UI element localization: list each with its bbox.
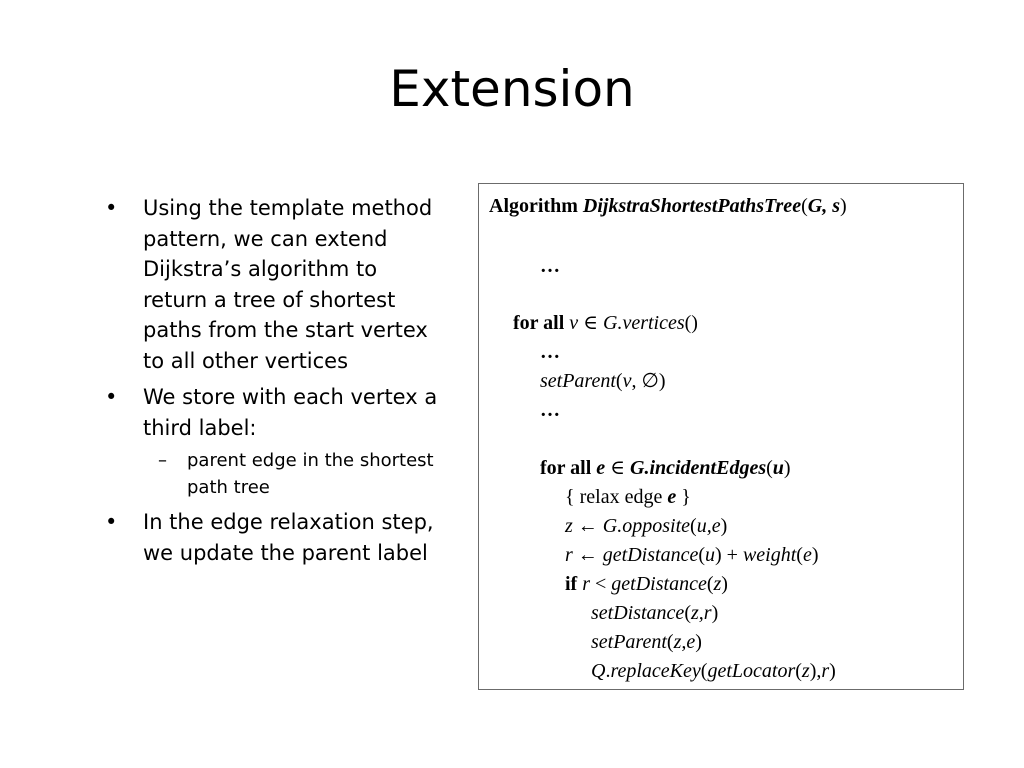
algo-token: G.incidentEdges [630,457,767,479]
algo-token: getLocator [707,660,796,682]
sub-bullet-marker: – [158,450,167,471]
algo-token: weight [742,544,797,566]
algo-comment [565,485,691,509]
algo-token: ) [839,195,847,217]
algo-header [489,194,847,218]
algo-token: ) [711,602,719,624]
algo-ellipsis: … [540,399,560,421]
algo-token: getDistance [602,544,699,566]
algo-token: u [772,457,784,479]
algo-token: ) [829,660,836,682]
algo-for-vertices [513,311,698,335]
bullet-item [102,193,442,376]
algo-token: u [705,544,715,566]
sub-bullet-text: parent edge in the shortest path tree [187,450,434,498]
algo-name: DijkstraShortestPathsTree [582,195,802,217]
algo-token: getDistance [611,573,707,595]
algo-ellipsis: … [540,341,560,363]
bullet-item [102,382,442,501]
algo-token: v [569,312,579,334]
algorithm-box [478,183,964,690]
algo-replace-key [591,659,836,683]
algo-token: ), [809,660,822,682]
algo-set-parent [591,630,702,654]
algo-token: . [605,660,611,682]
algo-token: Q [591,660,606,682]
algo-keyword: for all [540,457,597,479]
algo-token: v [622,370,632,392]
algo-if [565,572,728,596]
algo-token: r [565,544,573,566]
algo-opposite [565,514,727,538]
bullet-marker: • [105,385,118,409]
algo-token: ) [721,573,728,595]
algo-token: r [821,660,830,682]
algo-token: z [713,573,722,595]
algo-token: G.opposite [602,515,691,537]
algo-token: z,r [690,602,712,624]
algo-token: ) [695,631,702,653]
algo-token: e [596,457,606,479]
algo-token: ) [811,544,819,566]
algo-token: replaceKey [610,660,701,682]
algo-token: } [676,486,691,508]
algo-token: G.vertices [603,312,685,334]
bullet-item [102,507,442,568]
algo-token: ← [572,544,603,566]
algo-token: ( [766,457,773,479]
algo-token: ) + [715,544,743,566]
algo-token: ← [572,515,603,537]
algo-token: ∈ [605,457,630,479]
bullet-list [102,193,442,574]
algo-keyword: if [565,573,583,595]
algo-token: ( [796,544,803,566]
algo-for-edges [540,456,791,480]
algo-token: r [582,573,591,595]
algo-token: e [802,544,812,566]
slide-title: Extension [389,60,635,118]
bullet-marker: • [105,510,118,534]
algo-token: ( [795,660,802,682]
algo-token: z,e [673,631,696,653]
algo-token: ) [783,457,791,479]
bullet-marker: • [105,196,118,220]
algo-ellipsis: … [540,255,560,277]
algo-token: < [590,573,612,595]
algo-distance-sum [565,543,819,567]
algo-token: ( [615,370,623,392]
algo-token: u,e [696,515,721,537]
algo-keyword: for all [513,312,570,334]
algo-set-distance [591,601,718,625]
algo-token: ( [706,573,714,595]
sub-bullet-item [143,447,442,501]
bullet-text: Using the template method pattern, we can extend Dijkstra’s algorithm to return a tree of shortest paths from the start vertex to all other vertices [143,196,433,373]
algo-token: ( [700,660,708,682]
bullet-text: In the edge relaxation step, we update the parent label [143,510,434,565]
algo-token: ∈ [578,312,603,334]
algo-params: G, s [807,195,840,217]
algo-token: setDistance [591,602,685,624]
sub-bullet-list [143,447,442,501]
algo-token: z [801,660,810,682]
algo-token: ( [684,602,691,624]
algo-token: setParent [591,631,667,653]
algo-token: z [565,515,573,537]
algo-token: , ∅) [631,370,666,392]
algo-token: setParent [540,370,616,392]
algo-token: ( [698,544,705,566]
algo-token: ) [720,515,728,537]
algo-token: ( [690,515,697,537]
algo-set-parent-null [540,369,666,393]
algo-keyword: Algorithm [489,195,583,217]
algo-token: () [684,312,698,334]
algo-token: ( [666,631,674,653]
algo-token: { relax edge [565,486,668,508]
algo-token: ( [801,195,808,217]
algo-token: e [667,486,677,508]
bullet-text: We store with each vertex a third label: [143,385,438,440]
